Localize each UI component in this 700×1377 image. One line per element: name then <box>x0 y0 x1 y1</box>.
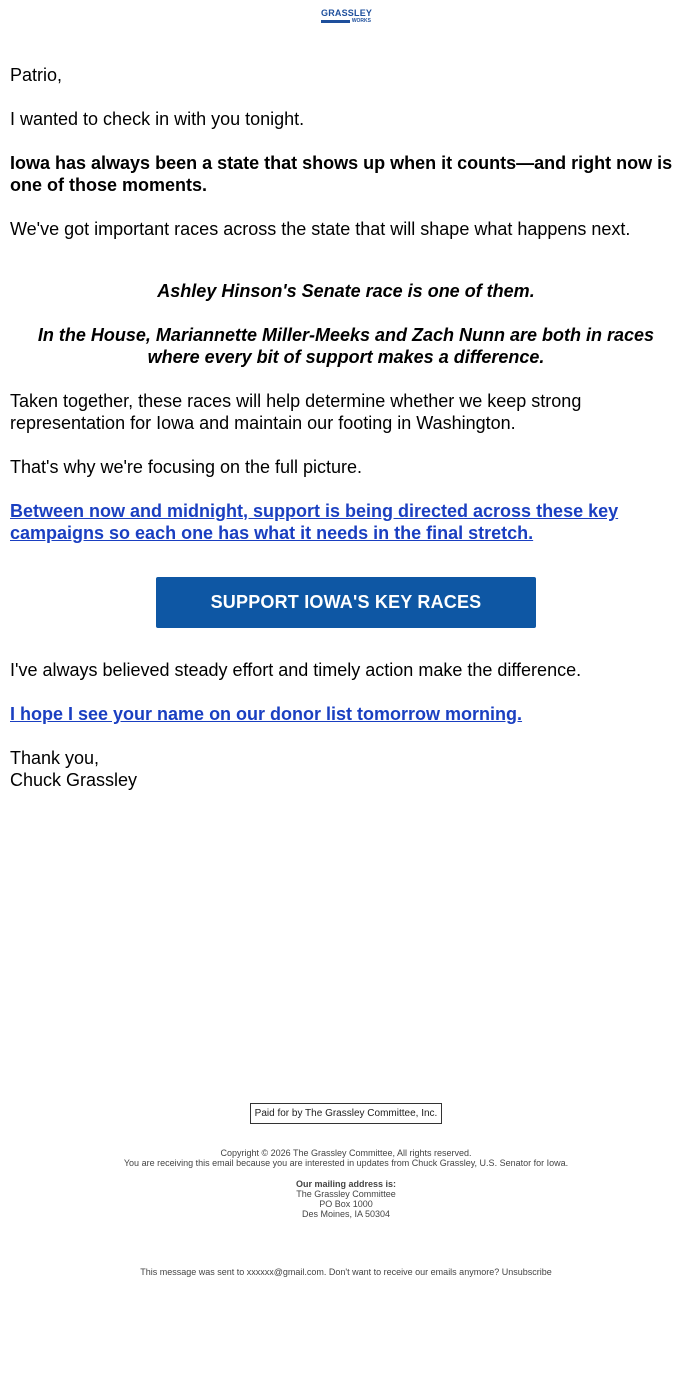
paragraph-important-races: We've got important races across the state that will shape what happens next. <box>10 219 631 239</box>
link-paragraph-midnight <box>10 500 650 544</box>
address-line-3: Des Moines, IA 50304 <box>301 1209 391 1219</box>
address-line-2: PO Box 1000 <box>319 1199 373 1209</box>
paragraph-full-picture: That's why we're focusing on the full picture. <box>10 457 363 477</box>
signature: Chuck Grassley <box>10 770 138 790</box>
donor-list-link[interactable]: I hope I see your name on our donor list tomorrow morning. <box>10 704 523 724</box>
footer-sent-to <box>0 1267 692 1277</box>
greeting: Patrio, <box>10 65 63 85</box>
logo-top-text: GRASSLEY <box>321 8 373 18</box>
midnight-support-link[interactable]: Between now and midnight, support is being directed across these key campaigns so each one has what it needs in the final stretch. <box>10 501 619 543</box>
highlight-senate-race: Ashley Hinson's Senate race is one of them. <box>157 281 535 301</box>
paid-for-disclaimer: Paid for by The Grassley Committee, Inc. <box>250 1103 442 1124</box>
paragraph-iowa-shows-up: Iowa has always been a state that shows up when it counts—and right now is one of those moments. <box>10 153 673 195</box>
highlight-house-races: In the House, Mariannette Miller-Meeks and Zach Nunn are both in races where every bit of support makes a difference. <box>37 325 655 367</box>
grassley-works-logo[interactable] <box>321 9 371 25</box>
address-line-1: The Grassley Committee <box>296 1189 396 1199</box>
footer-legal <box>0 1148 692 1168</box>
footer-mailing-address <box>0 1179 692 1219</box>
signoff: Thank you, <box>10 748 100 768</box>
logo-stripe <box>321 20 350 23</box>
paragraph-check-in: I wanted to check in with you tonight. <box>10 109 305 129</box>
paragraph-taken-together: Taken together, these races will help determine whether we keep strong representation for Iowa and maintain our footing in Washington. <box>10 391 582 433</box>
link-paragraph-donor-list <box>10 703 682 725</box>
footer-copyright: Copyright © 2026 The Grassley Committee, All rights reserved. <box>220 1148 472 1158</box>
mailing-address-label: Our mailing address is: <box>295 1179 397 1189</box>
support-iowa-key-races-button[interactable]: SUPPORT IOWA'S KEY RACES <box>156 577 536 628</box>
footer-receiving-reason: You are receiving this email because you are interested in updates from Chuck Grassley, U.S. Senator for Iowa. <box>123 1158 569 1168</box>
paragraph-steady-effort: I've always believed steady effort and timely action make the difference. <box>10 660 582 680</box>
sent-to-text: This message was sent to xxxxxx@gmail.com. Don't want to receive our emails anymore? <box>140 1267 500 1277</box>
logo-sub-text: WORKS <box>351 18 371 24</box>
logo-bar <box>321 19 371 24</box>
unsubscribe-link[interactable]: Unsubscribe <box>501 1267 552 1277</box>
